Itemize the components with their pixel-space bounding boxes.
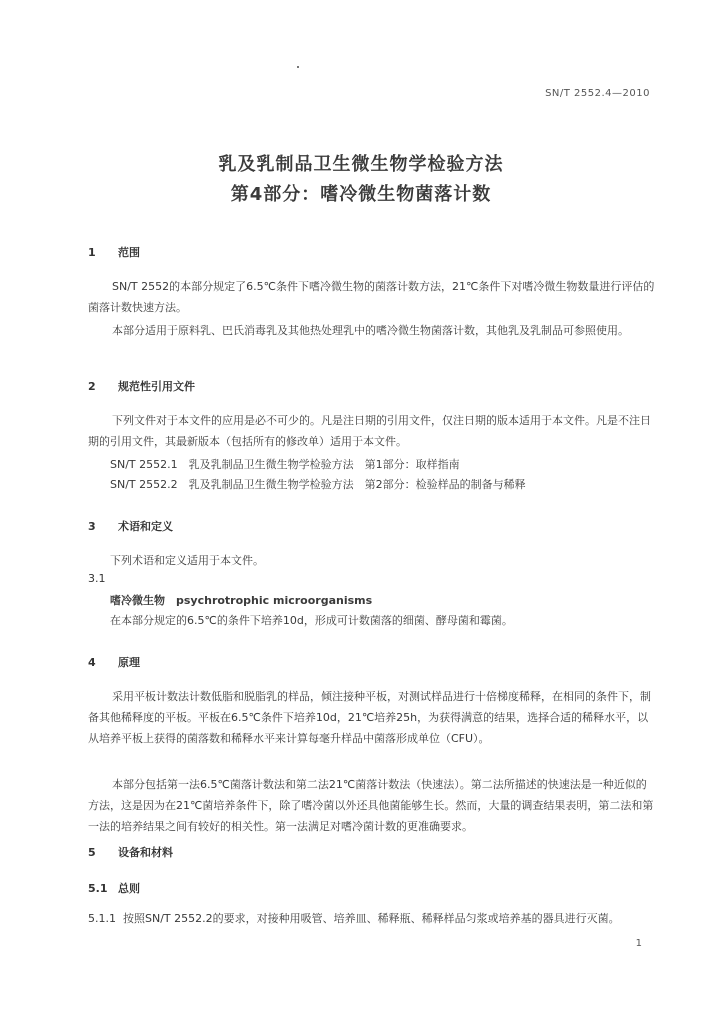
term-definition: 在本部分规定的6.5℃的条件下培养10d，形成可计数菌落的细菌、酵母菌和霉菌。 (110, 614, 513, 627)
section-2-paragraph-1: 下列文件对于本文件的应用是必不可少的。凡是注日期的引用文件，仅注日期的版本适用于本文件。凡是不注日期的引用文件，其最新版本（包括所有的修改单）适用于本文件。 (88, 414, 651, 448)
section-number: 1 (88, 246, 96, 259)
section-1-paragraph-2: 本部分适用于原料乳、巴氏消毒乳及其他热处理乳中的嗜冷微生物菌落计数，其他乳及乳制品可参照使用。 (112, 324, 629, 337)
section-number: 2 (88, 380, 96, 393)
section-1-heading (88, 244, 140, 260)
document-title-line1: 乳及乳制品卫生微生物学检验方法 (218, 154, 504, 175)
section-3-paragraph-1: 下列术语和定义适用于本文件。 (110, 554, 264, 567)
clause-5-1-1 (88, 908, 628, 929)
section-3-heading (88, 518, 173, 534)
section-title: 设备和材料 (118, 846, 173, 859)
clause-number: 5.1.1 (88, 912, 116, 925)
section-4-paragraph-1: 采用平板计数法计数低脂和脱脂乳的样品，倾注接种平板，对测试样品进行十倍梯度稀释，在相同的条件下，制备其他稀释度的平板。平板在6.5℃条件下培养10d，21℃培养25h，为获得满意的结果，选择合适的稀释水平，以从培养平板上获得的菌落数和稀释水平来计算每毫升样品中菌落形成单位（CFU）。 (88, 690, 651, 745)
section-number: 3 (88, 520, 96, 533)
subsection-title: 总则 (118, 882, 140, 895)
section-number: 4 (88, 656, 96, 669)
section-title: 术语和定义 (118, 520, 173, 533)
section-title: 规范性引用文件 (118, 380, 195, 393)
scan-speck (297, 66, 299, 68)
subsection-number: 5.1 (88, 882, 108, 895)
section-title: 原理 (118, 656, 140, 669)
document-title-line2: 第4部分：嗜冷微生物菌落计数 (230, 184, 492, 205)
section-title: 范围 (118, 246, 140, 259)
clause-text: 按照SN/T 2552.2的要求，对接种用吸管、培养皿、稀释瓶、稀释样品匀浆或培养基的器具进行灭菌。 (123, 912, 620, 925)
term-number: 3.1 (88, 572, 106, 585)
section-2-heading (88, 378, 195, 394)
normative-reference-2: SN/T 2552.2 乳及乳制品卫生微生物学检验方法 第2部分：检验样品的制备与稀释 (110, 478, 526, 491)
section-1-paragraph-1: SN/T 2552的本部分规定了6.5℃条件下嗜冷微生物的菌落计数方法，21℃条件下对嗜冷微生物数量进行评估的菌落计数快速方法。 (88, 280, 655, 314)
section-5-heading (88, 844, 173, 860)
document-code: SN/T 2552.4—2010 (545, 88, 650, 99)
normative-reference-1: SN/T 2552.1 乳及乳制品卫生微生物学检验方法 第1部分：取样指南 (110, 458, 460, 471)
section-number: 5 (88, 846, 96, 859)
term-entry: 嗜冷微生物 psychrotrophic microorganisms (110, 594, 373, 607)
section-4-paragraph-2: 本部分包括第一法6.5℃菌落计数法和第二法21℃菌落计数法（快速法）。第二法所描述的快速法是一种近似的方法，这是因为在21℃菌培养条件下，除了嗜冷菌以外还具他菌能够生长。然而，大量的调查结果表明，第二法和第一法的培养结果之间有较好的相关性。第一法满足对嗜冷菌计数的更准确要求。 (88, 778, 654, 833)
page-number: 1 (635, 938, 642, 949)
subsection-5-1-heading (88, 880, 140, 896)
section-4-heading (88, 654, 140, 670)
